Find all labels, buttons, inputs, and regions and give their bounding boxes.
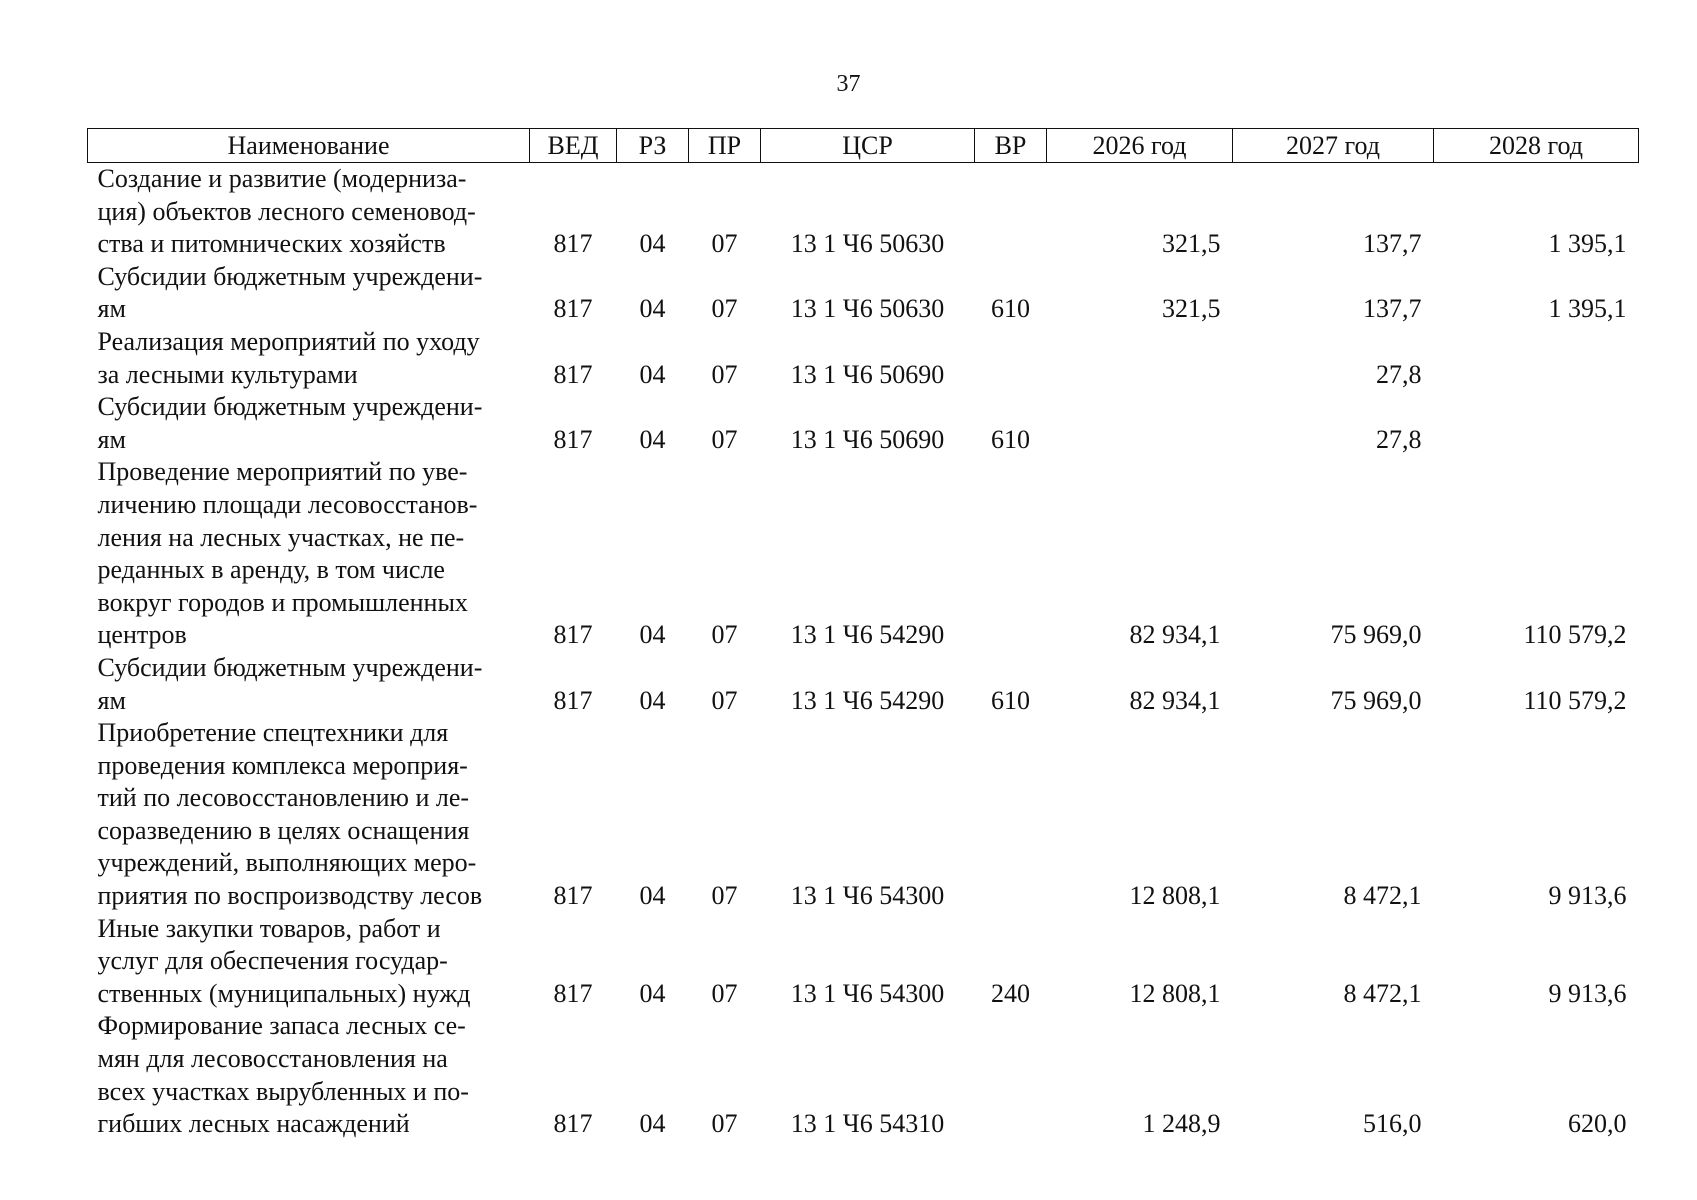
cell-rz: 04 — [639, 294, 666, 324]
cell-csr: 13 1 Ч6 50630 — [790, 294, 945, 324]
cell-vr — [975, 456, 1047, 652]
cell-pr: 07 — [711, 1109, 738, 1139]
cell-pr: 07 — [711, 620, 738, 650]
table-header-row — [88, 129, 1639, 163]
cell-ved: 817 — [553, 881, 593, 911]
page-number: 37 — [836, 71, 861, 97]
cell-2026: 82 934,1 — [1129, 685, 1221, 715]
cell-pr: 07 — [711, 229, 738, 259]
cell-rz: 04 — [639, 359, 666, 389]
header-name: Наименование — [88, 129, 530, 163]
cell-csr: 13 1 Ч6 50690 — [790, 424, 945, 454]
cell-csr: 13 1 Ч6 50630 — [790, 229, 945, 259]
cell-2026: 1 248,9 — [1142, 1109, 1221, 1139]
cell-ved: 817 — [553, 294, 593, 324]
cell-2027: 137,7 — [1363, 294, 1422, 324]
cell-ved: 817 — [553, 685, 593, 715]
name-line: Создание и развитие (модерниза- — [97, 164, 467, 193]
name-line: реданных в аренду, в том числе — [97, 555, 445, 585]
cell-rz: 04 — [639, 229, 666, 259]
table-row — [88, 652, 1639, 717]
table-row — [88, 326, 1639, 391]
cell-2027: 27,8 — [1376, 424, 1422, 454]
cell-pr: 07 — [711, 978, 738, 1008]
name-line: Субсидии бюджетным учреждени- — [97, 261, 483, 291]
cell-2027: 8 472,1 — [1343, 978, 1422, 1008]
cell-2028: 620,0 — [1568, 1109, 1627, 1139]
table-row — [88, 261, 1639, 326]
cell-2028: 9 913,6 — [1548, 978, 1627, 1008]
cell-ved: 817 — [553, 620, 593, 650]
cell-pr: 07 — [711, 359, 738, 389]
name-line: ция) объектов лесного семеновод- — [97, 196, 476, 226]
cell-vr: 240 — [991, 978, 1030, 1008]
header-csr: ЦСР — [761, 129, 975, 163]
name-line: приятия по воспроизводству лесов — [97, 881, 483, 911]
header-rz: РЗ — [617, 129, 689, 163]
cell-2028: 110 579,2 — [1523, 620, 1627, 650]
name-line: за лесными культурами — [97, 359, 358, 389]
cell-2028: 110 579,2 — [1523, 685, 1627, 715]
cell-name — [88, 261, 530, 326]
cell-2027: 27,8 — [1376, 359, 1422, 389]
cell-rz: 04 — [639, 685, 666, 715]
name-line: личению площади лесовосстанов- — [97, 489, 478, 519]
name-line: центров — [97, 620, 187, 650]
cell-2027: 8 472,1 — [1343, 881, 1422, 911]
cell-pr: 07 — [711, 685, 738, 715]
cell-csr: 13 1 Ч6 54290 — [790, 685, 945, 715]
name-line: учреждений, выполняющих меро- — [97, 848, 477, 878]
cell-vr: 610 — [991, 424, 1030, 454]
cell-2028: 1 395,1 — [1548, 294, 1627, 324]
cell-2027: 516,0 — [1363, 1109, 1422, 1139]
cell-2026: 82 934,1 — [1129, 620, 1221, 650]
cell-2028: 1 395,1 — [1548, 229, 1627, 259]
cell-pr: 07 — [711, 294, 738, 324]
table-row — [88, 456, 1639, 652]
table-row — [88, 717, 1639, 913]
cell-ved: 817 — [553, 978, 593, 1008]
cell-name — [88, 456, 530, 652]
cell-ved: 817 — [553, 229, 593, 259]
name-line: Субсидии бюджетным учреждени- — [97, 392, 483, 422]
cell-vr — [975, 163, 1047, 261]
name-line: мян для лесовосстановления на — [97, 1044, 448, 1074]
cell-vr — [975, 326, 1047, 391]
name-line: ям — [97, 685, 126, 715]
cell-vr: 610 — [991, 685, 1030, 715]
budget-table — [87, 128, 1639, 1141]
cell-name — [88, 717, 530, 913]
cell-name — [88, 391, 530, 456]
cell-2026 — [1047, 391, 1233, 456]
name-line: ственных (муниципальных) нужд — [97, 978, 471, 1008]
cell-name — [88, 1010, 530, 1140]
cell-rz: 04 — [639, 978, 666, 1008]
cell-rz: 04 — [639, 620, 666, 650]
header-vr: ВР — [975, 129, 1047, 163]
cell-vr — [975, 717, 1047, 913]
name-line: вокруг городов и промышленных — [97, 587, 468, 617]
name-line: Субсидии бюджетным учреждени- — [97, 652, 483, 682]
table-row — [88, 391, 1639, 456]
cell-csr: 13 1 Ч6 50690 — [790, 359, 945, 389]
table-row — [88, 1010, 1639, 1140]
cell-2026: 12 808,1 — [1129, 881, 1221, 911]
name-line: ления на лесных участках, не пе- — [97, 522, 465, 552]
cell-pr: 07 — [711, 881, 738, 911]
cell-rz: 04 — [639, 881, 666, 911]
cell-2026: 321,5 — [1162, 229, 1221, 259]
header-2028: 2028 год — [1434, 129, 1639, 163]
name-line: Приобретение спецтехники для — [97, 718, 449, 748]
header-pr: ПР — [689, 129, 761, 163]
cell-rz: 04 — [639, 1109, 666, 1139]
cell-vr: 610 — [991, 294, 1030, 324]
cell-name — [88, 326, 530, 391]
name-line: гибших лесных насаждений — [97, 1109, 410, 1139]
table-row — [88, 913, 1639, 1011]
header-ved: ВЕД — [530, 129, 617, 163]
name-line: ства и питомнических хозяйств — [97, 229, 446, 259]
name-line: всех участках вырубленных и по- — [97, 1076, 469, 1106]
cell-2027: 75 969,0 — [1330, 685, 1422, 715]
cell-2026: 321,5 — [1162, 294, 1221, 324]
name-line: Иные закупки товаров, работ и — [97, 913, 441, 943]
cell-2027: 137,7 — [1363, 229, 1422, 259]
cell-rz: 04 — [639, 424, 666, 454]
name-line: соразведению в целях оснащения — [97, 815, 470, 845]
header-2027: 2027 год — [1233, 129, 1434, 163]
cell-2026: 12 808,1 — [1129, 978, 1221, 1008]
name-line: услуг для обеспечения государ- — [97, 946, 448, 976]
header-2026: 2026 год — [1047, 129, 1233, 163]
name-line: проведения комплекса мероприя- — [97, 750, 468, 780]
cell-vr — [975, 1010, 1047, 1140]
name-line: ям — [97, 424, 126, 454]
cell-2028 — [1434, 391, 1639, 456]
cell-ved: 817 — [553, 359, 593, 389]
cell-name — [88, 652, 530, 717]
name-line: ям — [97, 294, 126, 324]
cell-2028: 9 913,6 — [1548, 881, 1627, 911]
name-line: Реализация мероприятий по уходу — [97, 326, 480, 356]
cell-name — [88, 163, 530, 261]
cell-name — [88, 913, 530, 1011]
name-line: тий по лесовосстановлению и ле- — [97, 783, 470, 813]
cell-ved: 817 — [553, 1109, 593, 1139]
cell-2028 — [1434, 326, 1639, 391]
cell-csr: 13 1 Ч6 54310 — [790, 1109, 945, 1139]
table-body — [88, 163, 1639, 1141]
cell-2027: 75 969,0 — [1330, 620, 1422, 650]
cell-csr: 13 1 Ч6 54300 — [790, 881, 945, 911]
cell-pr: 07 — [711, 424, 738, 454]
cell-csr: 13 1 Ч6 54300 — [790, 978, 945, 1008]
cell-2026 — [1047, 326, 1233, 391]
table-row — [88, 163, 1639, 261]
name-line: Формирование запаса лесных се- — [97, 1011, 466, 1041]
name-line: Проведение мероприятий по уве- — [97, 457, 468, 487]
cell-ved: 817 — [553, 424, 593, 454]
cell-csr: 13 1 Ч6 54290 — [790, 620, 945, 650]
